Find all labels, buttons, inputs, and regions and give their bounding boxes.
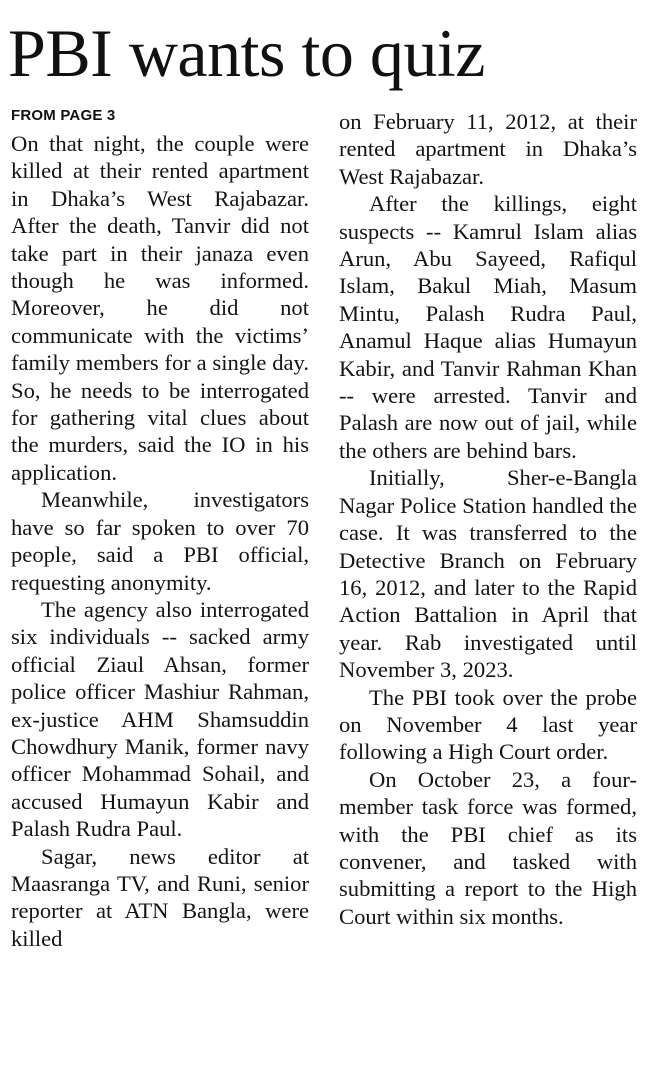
paragraph: on February 11, 2012, at their rented apartment in Dhaka’s West Rajabazar. xyxy=(339,109,637,189)
paragraph: On that night, the couple were killed at their rented apartment in Dhaka’s West Rajabazar. After the death, Tanvir did not take part in their janaza even though he was informed. Moreover, he did not communicate with the victims’ family members for a single day. So, he needs to be interrogated for gathering vital clues about the murders, said the IO in his application. xyxy=(11,131,309,485)
paragraph: Sagar, news editor at Maasranga TV, and Runi, senior reporter at ATN Bangla, were killed xyxy=(11,843,309,951)
paragraph: Meanwhile, investigators have so far spoken to over 70 people, said a PBI official, requesting anonymity. xyxy=(11,487,309,595)
paragraph: On October 23, a four-member task force was formed, with the PBI chief as its convener, and tasked with submitting a report to the High Court within six months. xyxy=(339,766,637,929)
headline: PBI wants to quiz xyxy=(8,15,485,91)
right-text-column xyxy=(339,108,637,930)
left-text-column xyxy=(11,130,309,952)
paragraph: The agency also interrogated six individuals -- sacked army official Ziaul Ahsan, former police officer Mashiur Rahman, ex-justice AHM Shamsuddin Chowdhury Manik, former navy officer Mohammad Sohail, and accused Humayun Kabir and Palash Rudra Paul. xyxy=(11,596,309,842)
paragraph: The PBI took over the probe on November 4 last year following a High Court order. xyxy=(339,684,637,765)
continued-from-label: FROM PAGE 3 xyxy=(11,107,116,124)
paragraph: After the killings, eight suspects -- Kamrul Islam alias Arun, Abu Sayeed, Rafiqul Islam, Bakul Miah, Masum Mintu, Palash Rudra Paul, Anamul Haque alias Humayun Kabir, and Tanvir Rahman Khan -- were arrested. Tanvir and Palash are now out of jail, while the others are behind bars. xyxy=(339,191,637,463)
paragraph: Initially, Sher-e-Bangla Nagar Police Station handled the case. It was transferred to the Detective Branch on February 16, 2012, and later to the Rapid Action Battalion in April that year. Rab investigated until November 3, 2023. xyxy=(339,465,637,683)
